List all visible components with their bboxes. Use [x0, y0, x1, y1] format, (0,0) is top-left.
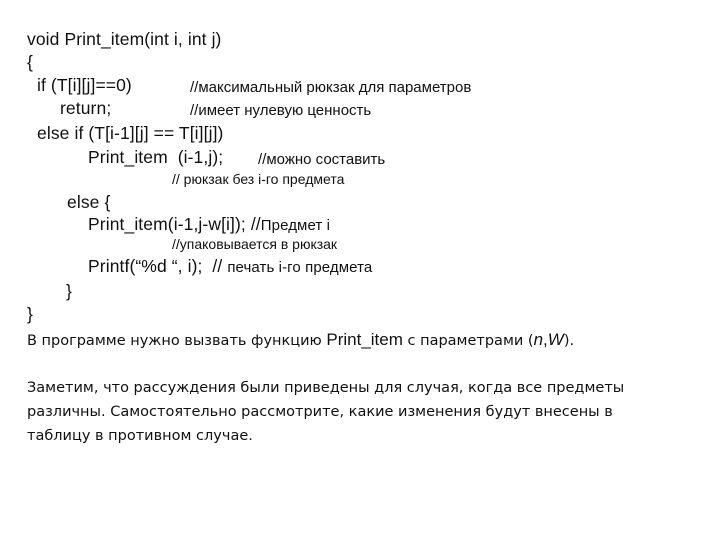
code-line-return: return;: [60, 98, 112, 118]
code-line-print-item-weight: [88, 216, 330, 234]
code-line-close-brace-outer: }: [27, 304, 33, 324]
para1-comma: ,: [543, 330, 548, 349]
code-line-else-if: else if (T[i-1][j] == T[i][j]): [37, 123, 224, 143]
paragraph-note: [27, 376, 624, 448]
code-comment-can-compose: //можно составить: [258, 151, 386, 168]
code-line-open-brace: {: [27, 52, 33, 72]
para2-line2: различны. Самостоятельно рассмотрите, какие изменения будут внесены в: [27, 404, 613, 420]
para1-middle: с параметрами (: [402, 333, 534, 349]
code-comment-packed: //упаковывается в рюкзак: [172, 236, 338, 252]
para2-line1: Заметим, что рассуждения были приведены для случая, когда все предметы: [27, 380, 625, 396]
para1-function-name: Print_item: [326, 330, 403, 349]
code-comment-zero-value: //имеет нулевую ценность: [190, 102, 372, 119]
paragraph-call-instruction: [27, 328, 574, 353]
para1-suffix: ).: [563, 333, 575, 349]
code-comment-print-item: печать i-го предмета: [227, 259, 373, 276]
code-line-signature: void Print_item(int i, int j): [27, 29, 222, 49]
code-line-else: else {: [67, 192, 111, 212]
code-line-printf: [88, 258, 372, 276]
code-comment-without-item: // рюкзак без i-го предмета: [172, 171, 345, 187]
code-comment-item-i: Предмет i: [260, 217, 331, 234]
code-comment-max-backpack: //максимальный рюкзак для параметров: [190, 79, 472, 96]
code-line-print-item-call: Print_item (i-1,j);: [88, 147, 224, 167]
para1-prefix: В программе нужно вызвать функцию: [27, 333, 327, 349]
code-line-close-brace-inner: }: [66, 281, 72, 301]
code-line-print-item-weight-code: Print_item(i-1,j-w[i]); //: [88, 214, 261, 234]
para1-param-w: W: [547, 330, 564, 349]
para2-line3: таблицу в противном случае.: [27, 428, 253, 444]
para1-param-n: n: [533, 330, 544, 349]
code-line-printf-code: Printf(“%d “, i); //: [88, 256, 223, 276]
code-line-if: if (T[i][j]==0): [37, 75, 132, 95]
